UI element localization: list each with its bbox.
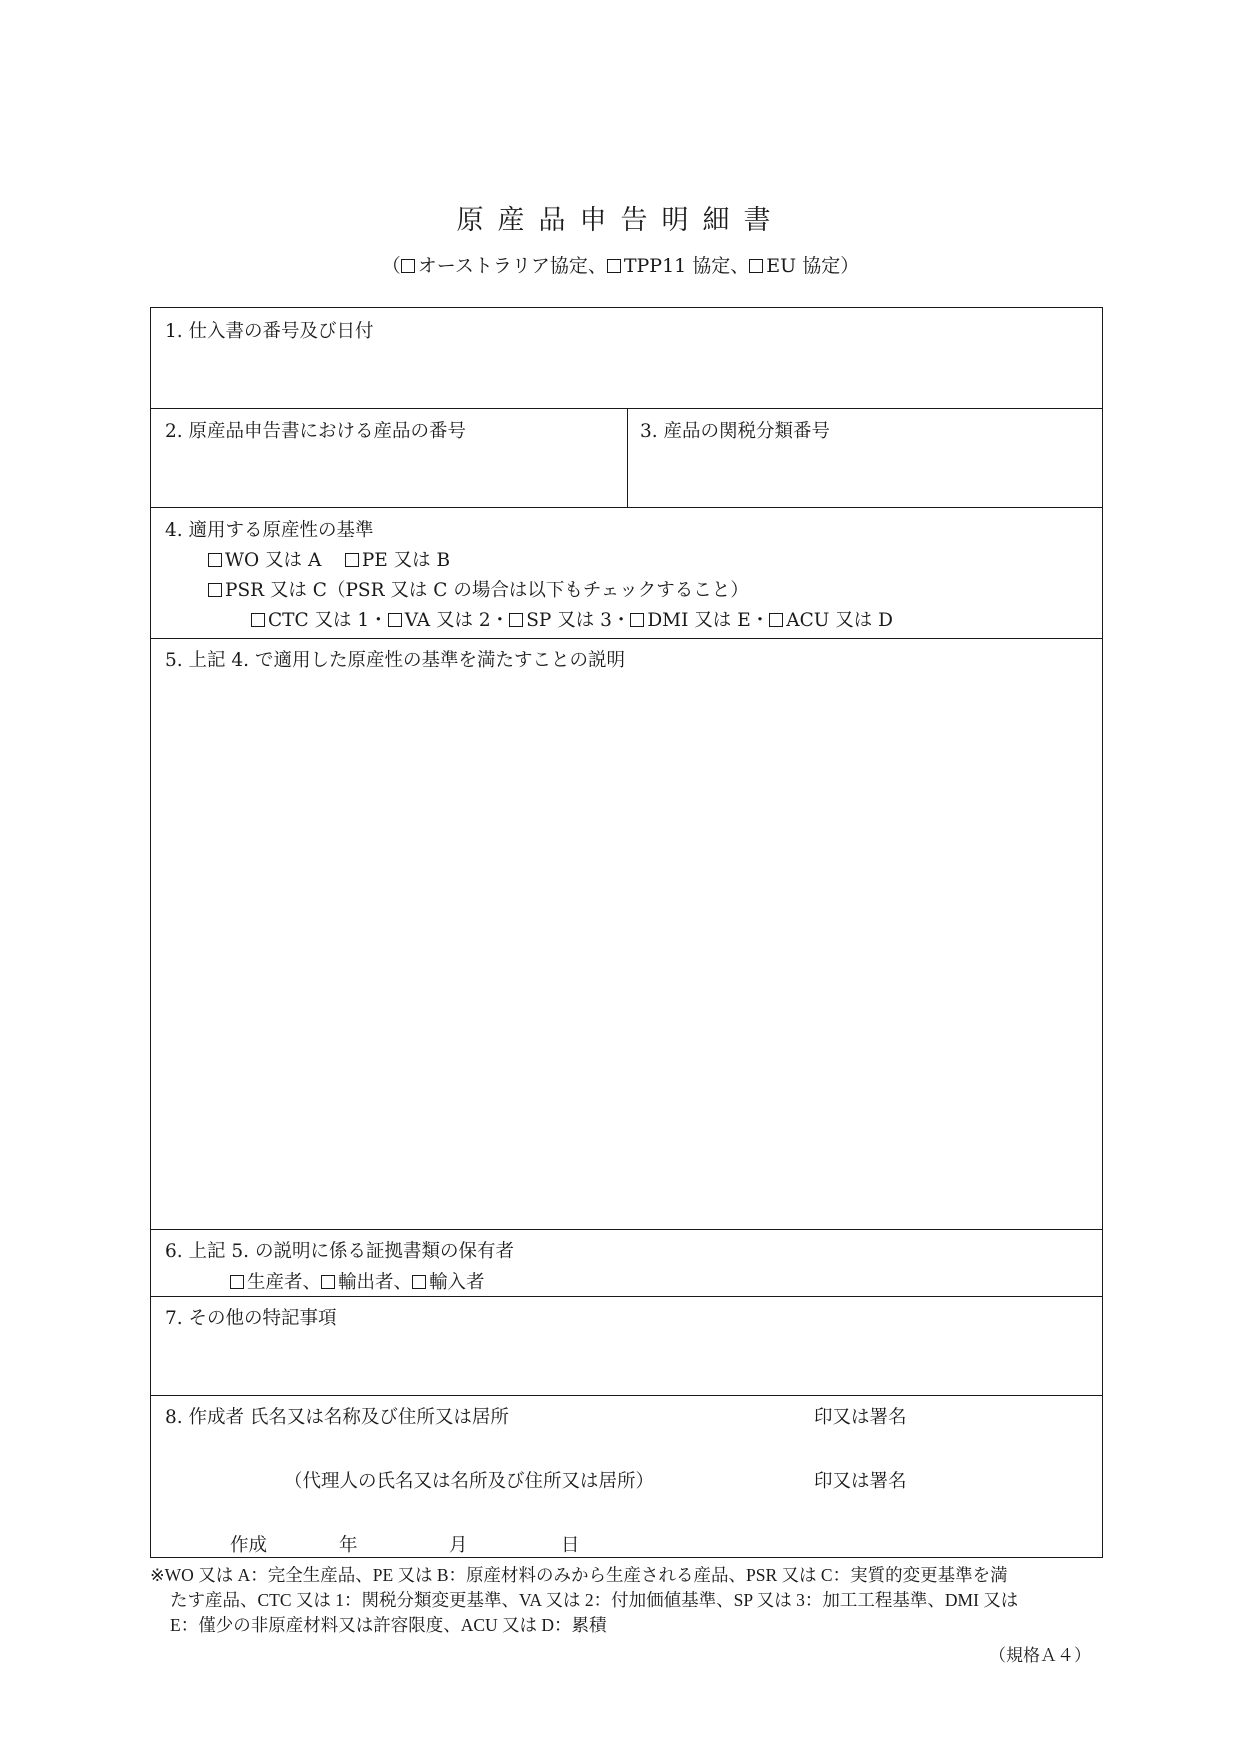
date-month-label: 月 <box>449 1535 468 1556</box>
section-1 <box>151 308 1102 409</box>
subtitle-close: ） <box>840 255 860 277</box>
opt-wo-label: WO 又は A <box>225 550 322 571</box>
footnote-line-2: たす産品、CTC 又は 1：関税分類変更基準、VA 又は 2：付加価値基準、SP 又は 3：加工工程基準、DMI 又は <box>170 1590 1019 1610</box>
section-3-label: 3. 産品の関税分類番号 <box>640 421 831 442</box>
footnote-line-3: E：僅少の非原産材料又は許容限度、ACU 又は D：累積 <box>170 1615 607 1635</box>
holder-exporter-label: 輸出者、 <box>338 1272 413 1293</box>
date-year-label: 年 <box>339 1535 358 1556</box>
section-4-label: 4. 適用する原産性の基準 <box>165 520 374 541</box>
section-5-label: 5. 上記 4. で適用した原産性の基準を満たすことの説明 <box>165 650 625 671</box>
section-1-label: 1. 仕入書の番号及び日付 <box>165 321 374 342</box>
date-prefix: 作成 <box>230 1535 268 1556</box>
checkbox-australia[interactable] <box>401 259 415 273</box>
checkbox-sp[interactable] <box>509 613 523 627</box>
explanation-field[interactable] <box>161 675 1091 1220</box>
checkbox-acu[interactable] <box>769 613 783 627</box>
section-4 <box>151 508 1102 639</box>
tariff-classification-field[interactable] <box>637 445 1092 501</box>
agreement-australia-label: オーストラリア協定、 <box>417 255 607 277</box>
footnote-line-1: ※WO 又は A：完全生産品、PE 又は B：原産材料のみから生産される産品、PSR 又は C：実質的変更基準を満 <box>150 1565 1008 1585</box>
criteria-psr-line <box>208 576 749 602</box>
agreement-tpp11-label: TPP11 協定、 <box>623 255 750 277</box>
date-year-field[interactable] <box>281 1526 336 1554</box>
checkbox-exporter[interactable] <box>321 1275 335 1289</box>
footnote <box>150 1563 1110 1638</box>
checkbox-producer[interactable] <box>230 1275 244 1289</box>
checkbox-va[interactable] <box>388 613 402 627</box>
checkbox-tpp11[interactable] <box>607 259 621 273</box>
sub-ctc-label: CTC 又は 1・ <box>268 610 388 631</box>
opt-psr-label: PSR 又は C（PSR 又は C の場合は以下もチェックすること） <box>225 580 749 601</box>
checkbox-wo[interactable] <box>208 553 222 567</box>
paper-size-note: （規格Ａ４） <box>989 1646 1091 1666</box>
checkbox-ctc[interactable] <box>251 613 265 627</box>
agent-label: （代理人の氏名又は名所及び住所又は居所） <box>284 1471 655 1492</box>
invoice-number-date-field[interactable] <box>161 344 1091 402</box>
preparer-name-address-field[interactable] <box>381 1432 801 1462</box>
checkbox-importer[interactable] <box>412 1275 426 1289</box>
agreement-eu-label: EU 協定 <box>766 255 841 277</box>
holder-options-line <box>230 1268 485 1294</box>
section-7-label: 7. その他の特記事項 <box>165 1308 337 1329</box>
page-title: 原産品申告明細書 <box>456 205 785 236</box>
checkbox-psr[interactable] <box>208 583 222 597</box>
section-6-label: 6. 上記 5. の説明に係る証拠書類の保有者 <box>165 1241 514 1262</box>
section-2-3 <box>151 409 1102 508</box>
checkbox-eu[interactable] <box>749 259 763 273</box>
date-day-field[interactable] <box>481 1526 556 1554</box>
section-2-label: 2. 原産品申告書における産品の番号 <box>165 421 467 442</box>
special-notes-field[interactable] <box>161 1333 1091 1389</box>
agreement-selector <box>0 251 1241 278</box>
agent-seal-signature-label: 印又は署名 <box>814 1471 907 1492</box>
product-number-field[interactable] <box>161 445 621 501</box>
seal-signature-label: 印又は署名 <box>814 1407 907 1428</box>
section-6 <box>151 1230 1102 1297</box>
subtitle-open: （ <box>381 255 401 277</box>
section-7 <box>151 1297 1102 1396</box>
sub-sp-label: SP 又は 3・ <box>526 610 631 631</box>
checkbox-pe[interactable] <box>345 553 359 567</box>
section-8 <box>151 1396 1102 1557</box>
holder-producer-label: 生産者、 <box>247 1272 322 1293</box>
holder-importer-label: 輸入者 <box>429 1272 485 1293</box>
agent-name-address-field[interactable] <box>381 1494 801 1524</box>
checkbox-dmi[interactable] <box>630 613 644 627</box>
section-8-label: 8. 作成者 氏名又は名称及び住所又は居所 <box>165 1407 509 1428</box>
sub-va-label: VA 又は 2・ <box>404 610 510 631</box>
opt-pe-label: PE 又は B <box>361 550 451 571</box>
section-5 <box>151 639 1102 1230</box>
sub-dmi-label: DMI 又は E・ <box>647 610 770 631</box>
date-day-label: 日 <box>561 1535 580 1556</box>
criteria-wo-pe-line <box>208 546 450 572</box>
column-divider <box>627 409 628 507</box>
date-month-field[interactable] <box>371 1526 446 1554</box>
form-table <box>150 307 1103 1558</box>
criteria-psr-sub-line <box>251 606 893 632</box>
sub-acu-label: ACU 又は D <box>786 610 893 631</box>
